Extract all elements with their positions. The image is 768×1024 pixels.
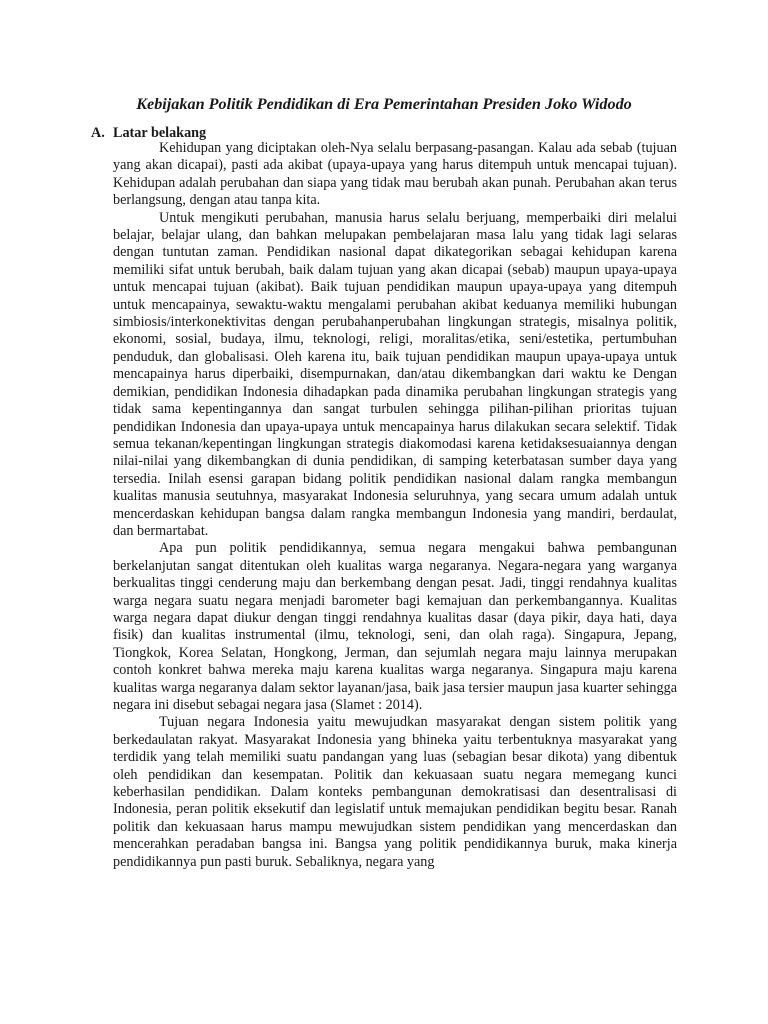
section-heading-text: Latar belakang — [113, 125, 207, 141]
document-body — [113, 140, 677, 871]
document-title: Kebijakan Politik Pendidikan di Era Pemerintahan Presiden Joko Widodo — [136, 95, 632, 113]
section-letter: A. — [91, 125, 105, 141]
paragraph: Apa pun politik pendidikannya, semua negara mengakui bahwa pembangunan berkelanjutan sangat ditentukan oleh kualitas warga negaranya. Negara-negara yang warganya berkualitas tinggi cenderung maju dan berkembang dengan pesat. Jadi, tinggi rendahnya kualitas warga negara suatu negara menjadi barometer bagi kemajuan dan perkembangannya. Kualitas warga negara dapat diukur dengan tinggi rendahnya kualitas dasar (daya pikir, daya hati, daya fisik) dan kualitas instrumental (ilmu, teknologi, seni, dan olah raga). Singapura, Jepang, Tiongkok, Korea Selatan, Hongkong, Jerman, dan sejumlah negara maju lainnya merupakan contoh konkret bahwa mereka maju karena kualitas warga negaranya. Singapura maju karena kualitas warga negaranya dalam sektor layanan/jasa, baik jasa tersier maupun jasa kuarter sehingga negara ini disebut sebagai negara jasa (Slamet : 2014). — [113, 540, 677, 713]
paragraph: Kehidupan yang diciptakan oleh-Nya selalu berpasang-pasangan. Kalau ada sebab (tujuan yang akan dicapai), pasti ada akibat (upaya-upaya yang harus ditempuh untuk mencapai tujuan). Kehidupan adalah perubahan dan siapa yang tidak mau berubah akan punah. Perubahan akan terus berlangsung, dengan atau tanpa kita. — [113, 140, 677, 209]
paragraph: Untuk mengikuti perubahan, manusia harus selalu berjuang, memperbaiki diri melalui belajar, belajar ulang, dan bahkan melupakan pembelajaran masa lalu yang tidak lagi selaras dengan tuntutan zaman. Pendidikan nasional dapat dikategorikan sebagai kehidupan karena memiliki sifat untuk berubah, baik dalam tujuan yang akan dicapai (sebab) maupun upaya-upaya untuk mencapai tujuan (akibat). Baik tujuan pendidikan maupun upaya-upaya yang ditempuh untuk mencapainya, sewaktu-waktu mengalami perubahan akibat keduanya memiliki hubungan simbiosis/interkonektivitas dengan perubahanperubahan lingkungan strategis, misalnya politik, ekonomi, sosial, budaya, ilmu, teknologi, religi, moralitas/etika, seni/estetika, pertumbuhan penduduk, dan globalisasi. Oleh karena itu, baik tujuan pendidikan maupun upaya-upaya untuk mencapainya harus diperbaiki, disempurnakan, dan/atau dikembangkan dari waktu ke Dengan demikian, pendidikan Indonesia dihadapkan pada dinamika perubahan lingkungan strategis yang tidak sama kepentingannya dan sangat turbulen sehingga pilihan-pilihan prioritas tujuan pendidikan Indonesia dan upaya-upaya untuk mencapainya harus dilakukan secara selektif. Tidak semua tekanan/kepentingan lingkungan strategis diakomodasi karena ketidaksesuaiannya dengan nilai-nilai yang dikembangkan di dunia pendidikan, di samping keterbatasan sumber daya yang tersedia. Inilah esensi garapan bidang politik pendidikan nasional dalam rangka membangun kualitas manusia seutuhnya, masyarakat Indonesia seluruhnya, yang secara umum adalah untuk mencerdaskan kehidupan bangsa dalam rangka membangun Indonesia yang mandiri, berdaulat, dan bermartabat. — [113, 209, 677, 539]
paragraph: Tujuan negara Indonesia yaitu mewujudkan masyarakat dengan sistem politik yang berkedaulatan rakyat. Masyarakat Indonesia yang bhineka yaitu terbentuknya masyarakat yang terdidik yang telah memiliki suatu pandangan yang luas (sebagian besar dikota) yang dibentuk oleh pendidikan dan kesempatan. Politik dan kekuasaan suatu negara memegang kunci keberhasilan pendidikan. Dalam konteks pembangunan demokratisasi dan desentralisasi di Indonesia, peran politik eksekutif dan legislatif untuk memajukan pendidikan begitu besar. Ranah politik dan kekuasaan harus mampu mewujudkan sistem pendidikan yang mencerdaskan dan mencerahkan peradaban bangsa ini. Bangsa yang politik pendidikannya buruk, maka kinerja pendidikannya pun pasti buruk. Sebaliknya, negara yang — [113, 714, 677, 870]
